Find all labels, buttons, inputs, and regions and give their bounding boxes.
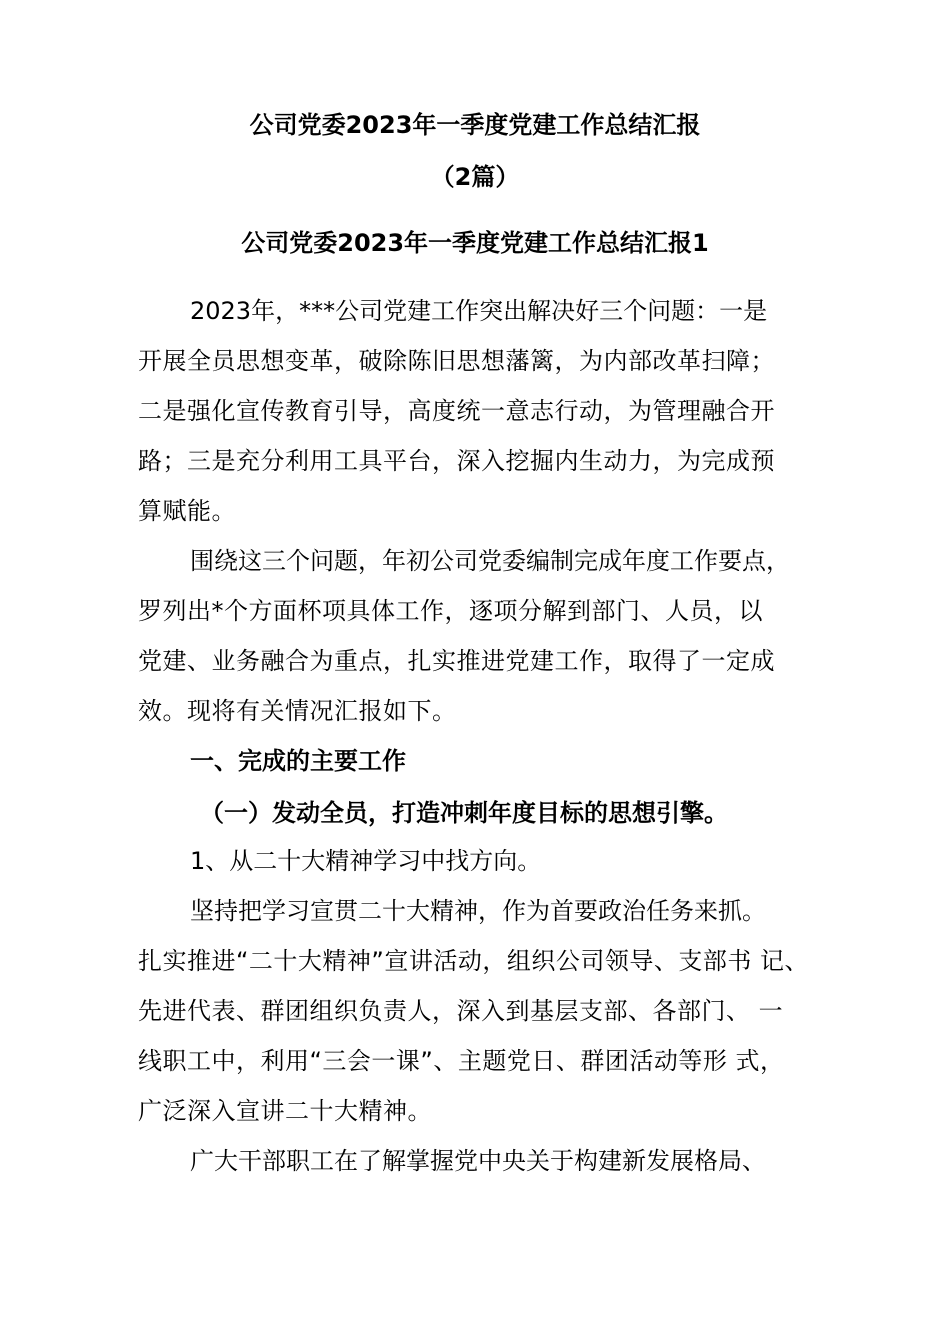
paragraph-line: 效。现将有关情况汇报如下。 (138, 697, 457, 725)
paragraph-line: 线职工中，利用“三会一课”、主题党日、群团活动等形 式， (138, 1047, 785, 1075)
section-subtitle: 公司党委2023年一季度党建工作总结汇报1 (241, 229, 709, 257)
document-title-count: （2篇） (430, 163, 520, 191)
subsection-heading: （一）发动全员，打造冲刺年度目标的思想引擎。 (200, 799, 728, 827)
paragraph-line: 围绕这三个问题，年初公司党委编制完成年度工作要点， (190, 547, 790, 575)
paragraph-line: 开展全员思想变革，破除陈旧思想藩篱，为内部改革扫障； (138, 347, 775, 375)
paragraph-line: 路；三是充分利用工具平台，深入挖掘内生动力，为完成预 (138, 447, 775, 475)
paragraph-line: 党建、业务融合为重点，扎实推进党建工作，取得了一定成 (138, 647, 775, 675)
paragraph-line: 扎实推进“二十大精神”宣讲活动，组织公司领导、支部书 记、 (138, 947, 809, 975)
paragraph-line: 算赋能。 (138, 497, 236, 525)
paragraph-line: 广大干部职工在了解掌握党中央关于构建新发展格局、 (190, 1147, 766, 1175)
list-item: 1、从二十大精神学习中找方向。 (190, 847, 542, 875)
paragraph-line: 坚持把学习宣贯二十大精神，作为首要政治任务来抓。 (190, 897, 766, 925)
section-heading: 一、完成的主要工作 (190, 747, 406, 775)
paragraph-line: 二是强化宣传教育引导，高度统一意志行动，为管理融合开 (138, 397, 775, 425)
paragraph-line: 先进代表、群团组织负责人，深入到基层支部、各部门、 一 (138, 997, 784, 1025)
paragraph-line: 广泛深入宣讲二十大精神。 (138, 1097, 432, 1125)
document-title: 公司党委2023年一季度党建工作总结汇报 (249, 111, 701, 139)
paragraph-line: 2023年，***公司党建工作突出解决好三个问题：一是 (190, 297, 768, 325)
paragraph-line: 罗列出*个方面杯项具体工作，逐项分解到部门、人员，以 (138, 597, 763, 625)
